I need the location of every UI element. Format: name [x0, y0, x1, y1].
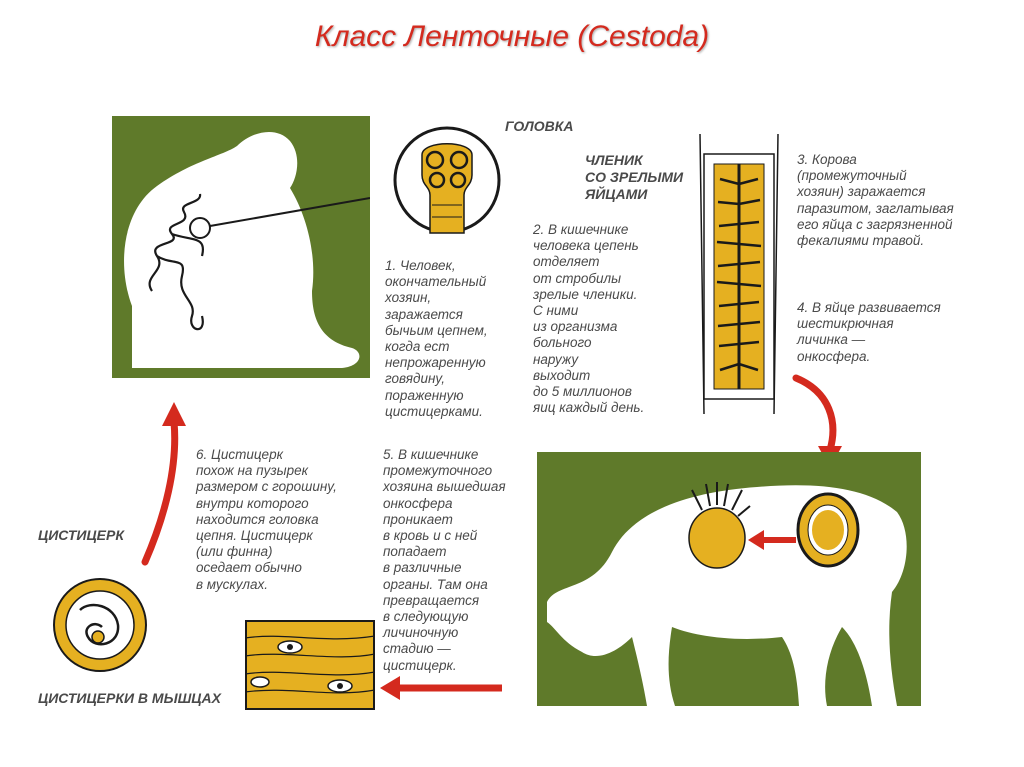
arrow-to-muscle — [380, 676, 506, 700]
arrow-to-human — [130, 396, 190, 566]
label-egg-oncosphere: ОНКОСФЕРА В ЯЙЦЕ — [788, 569, 878, 602]
tapeworm-head-illustration — [392, 125, 502, 235]
human-panel — [112, 116, 370, 378]
free-oncosphere-illustration — [682, 480, 752, 570]
label-muscle-cysticerci: ЦИСТИЦЕРКИ В МЫШЦАХ — [38, 690, 221, 706]
label-proglottid: ЧЛЕНИК СО ЗРЕЛЫМИ ЯЙЦАМИ — [585, 152, 684, 202]
step-2-text: 2. В кишечнике человека цепень отделяет от стробилы зрелые членики. С ними из организма больного наружу выходит до 5 миллионов яиц каждый день. — [533, 222, 645, 416]
egg-oncosphere-illustration — [793, 490, 863, 570]
human-silhouette — [112, 116, 370, 378]
label-head: ГОЛОВКА — [505, 118, 574, 134]
cysticercus-illustration — [50, 575, 150, 675]
page-title: Класс Ленточные (Cestoda) — [314, 20, 710, 53]
muscle-illustration — [245, 620, 375, 710]
step-3-text: 3. Корова (промежуточный хозяин) заражается паразитом, заглатывая его яйца с загрязненной фекалиями травой. — [797, 152, 954, 249]
proglottid-illustration — [690, 134, 790, 414]
arrow-hatching — [748, 528, 798, 552]
step-4-text: 4. В яйце развивается шестикрючная личинка — онкосфера. — [797, 300, 941, 364]
label-cysticercus: ЦИСТИЦЕРК — [38, 527, 124, 543]
label-free-oncosphere: СВОБОДНАЯ ОНКОСФЕРА — [665, 569, 757, 602]
step-6-text: 6. Цистицерк похож на пузырек размером с горошину, внутри которого находится головка цепня. Цистицерк (или финна) оседает обычно в мускулах. — [196, 447, 337, 592]
step-1-text: 1. Человек, окончательный хозяин, заражается бычьим цепнем, когда ест непрожаренную говядину, пораженную цистицерками. — [385, 258, 488, 419]
step-5-text: 5. В кишечнике промежуточного хозяина вышедшая онкосфера проникает в кровь и с ней попадает в различные органы. Там она превращается в следующую личиночную стадию — цистицерк. — [383, 447, 506, 673]
